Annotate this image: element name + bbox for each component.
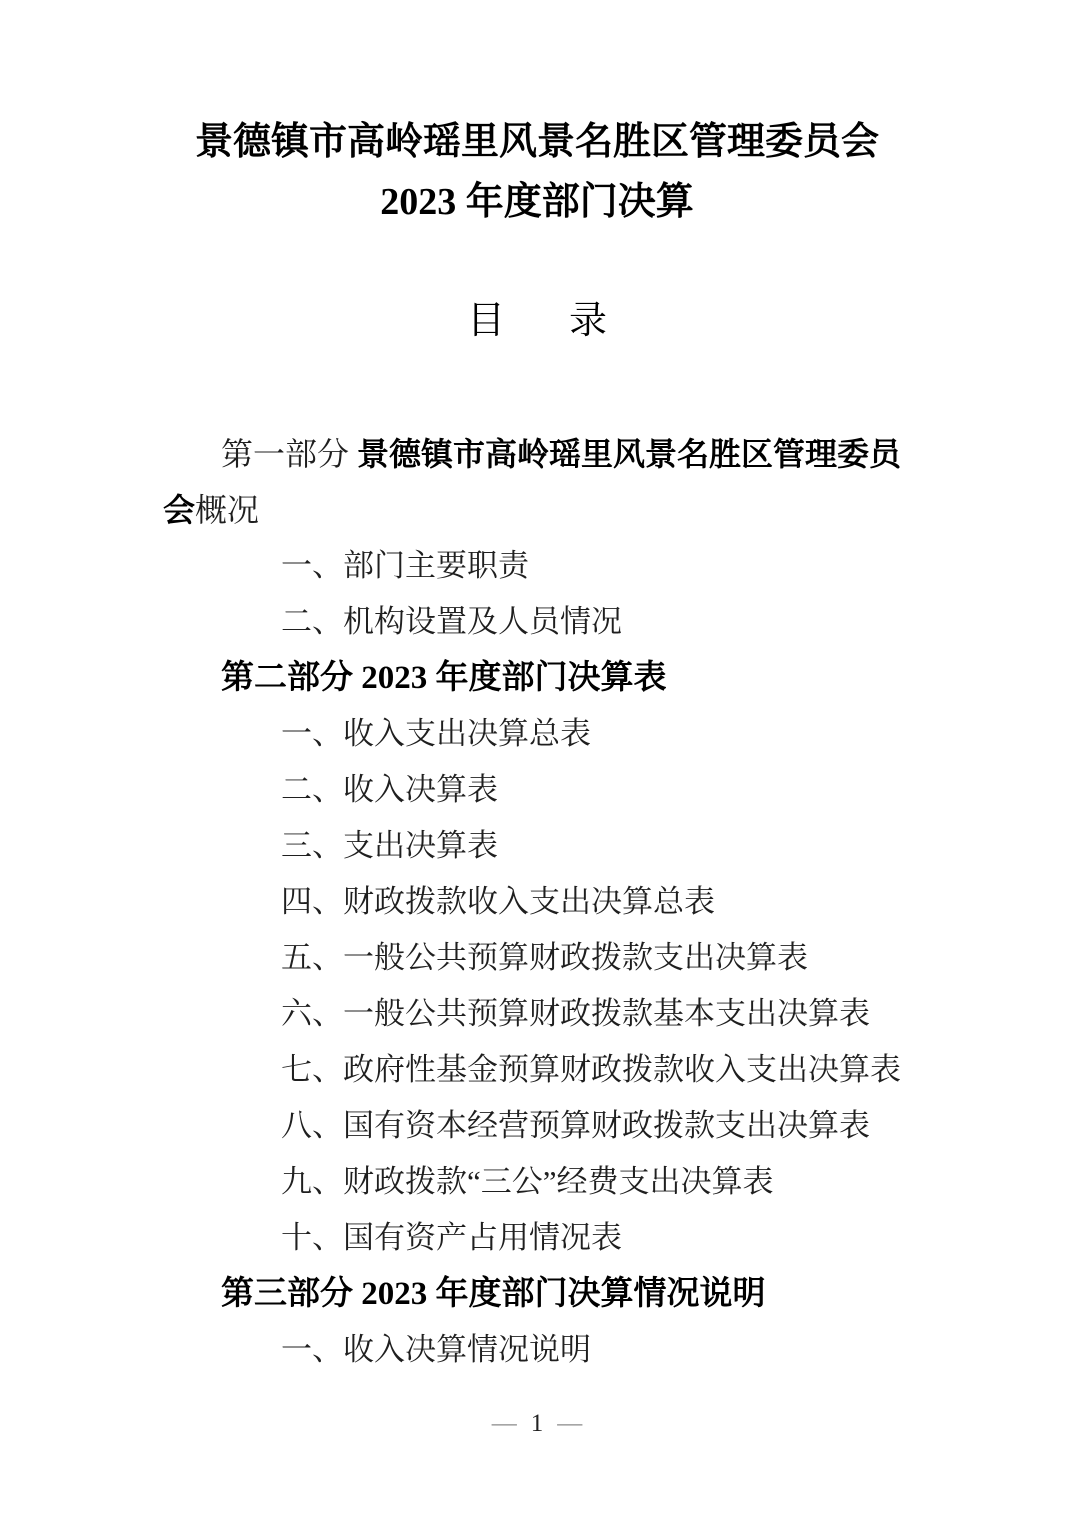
- toc-part3-heading: 第三部分 2023 年度部门决算情况说明: [221, 1276, 766, 1312]
- document-title-line2: 2023 年度部门决算: [380, 181, 694, 223]
- toc-item: 九、财政拨款“三公”经费支出决算表: [281, 1164, 774, 1199]
- toc-part1-title-bold: 景德镇市高岭瑶里风景名胜区管理委员会: [163, 436, 902, 528]
- toc-item: 二、收入决算表: [281, 772, 498, 807]
- toc-item: 二、机构设置及人员情况: [281, 604, 622, 639]
- toc-item: 一、收入支出决算总表: [281, 716, 591, 751]
- document-title-line1: 景德镇市高岭瑶里风景名胜区管理委员会: [194, 121, 879, 163]
- toc-item: 一、收入决算情况说明: [281, 1332, 591, 1367]
- page-number: 1: [530, 1410, 544, 1437]
- document-title: [0, 112, 1074, 232]
- toc-heading: [0, 296, 1074, 346]
- toc-heading-char-right: 录: [569, 300, 608, 342]
- toc-item: 一、部门主要职责: [281, 548, 529, 583]
- toc-item: 六、一般公共预算财政拨款基本支出决算表: [281, 996, 870, 1031]
- table-of-contents: [163, 426, 903, 1378]
- toc-item: 八、国有资本经营预算财政拨款支出决算表: [281, 1108, 870, 1143]
- toc-item: 三、支出决算表: [281, 828, 498, 863]
- footer-dash-right: —: [557, 1410, 583, 1437]
- toc-item: 四、财政拨款收入支出决算总表: [281, 884, 715, 919]
- toc-item: 七、政府性基金预算财政拨款收入支出决算表: [281, 1052, 901, 1087]
- toc-part1-title-regular: 概况: [195, 492, 260, 528]
- toc-item: 十、国有资产占用情况表: [281, 1220, 622, 1255]
- toc-part2-heading: 第二部分 2023 年度部门决算表: [221, 660, 667, 696]
- page-footer: [0, 1408, 1074, 1440]
- toc-part1-label: 第一部分: [221, 436, 358, 472]
- footer-dash-left: —: [491, 1410, 517, 1437]
- toc-part1-heading: [163, 426, 903, 538]
- toc-item: 五、一般公共预算财政拨款支出决算表: [281, 940, 808, 975]
- toc-heading-char-left: 目: [466, 300, 505, 342]
